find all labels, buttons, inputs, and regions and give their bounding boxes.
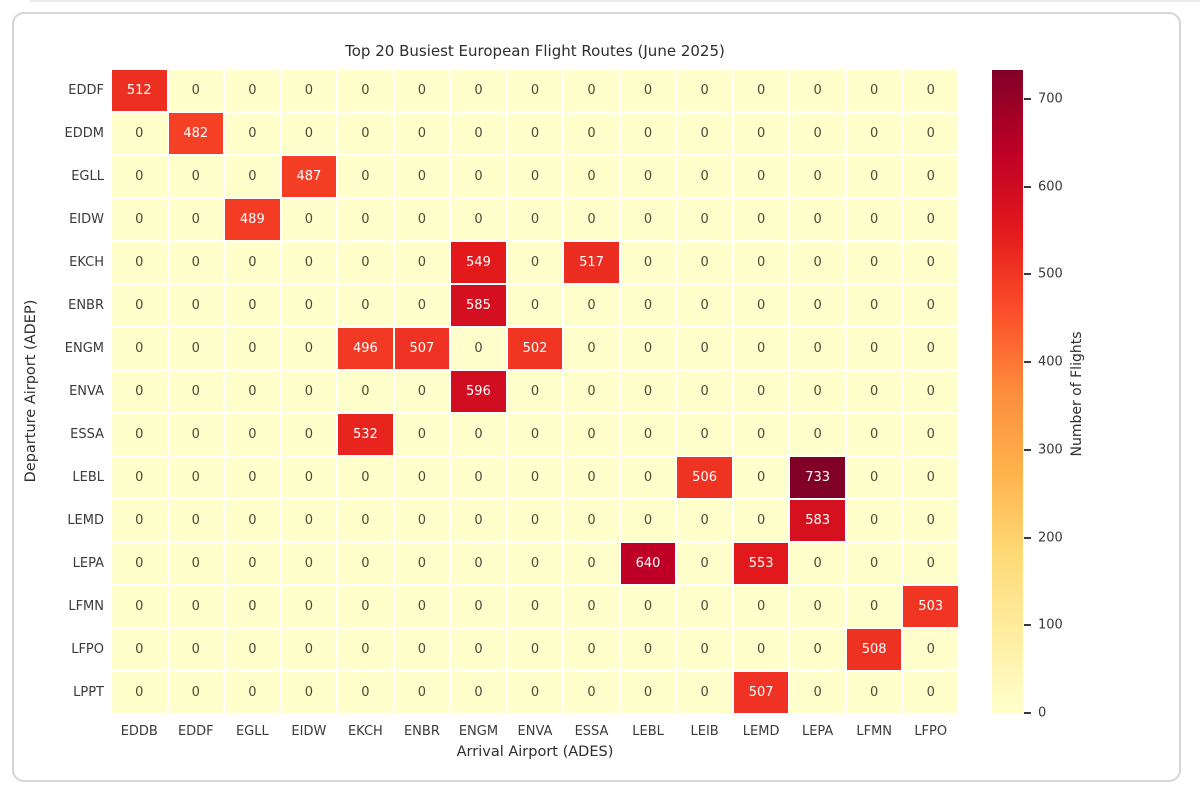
heatmap-cell: 0 bbox=[564, 543, 619, 584]
colorbar-tick-label: 0 bbox=[1038, 705, 1047, 721]
heatmap-cell: 0 bbox=[451, 672, 506, 713]
heatmap-cell: 0 bbox=[508, 70, 563, 111]
heatmap-cell: 0 bbox=[903, 285, 958, 326]
heatmap-cell: 0 bbox=[903, 371, 958, 412]
x-tick-label: EGLL bbox=[235, 724, 269, 739]
heatmap-cell: 0 bbox=[903, 199, 958, 240]
colorbar-tick bbox=[1024, 537, 1031, 539]
heatmap-cell: 640 bbox=[621, 543, 676, 584]
heatmap-cell: 0 bbox=[169, 500, 224, 541]
heatmap-cell: 0 bbox=[734, 156, 789, 197]
heatmap-cell: 0 bbox=[790, 113, 845, 154]
heatmap-cell: 0 bbox=[451, 70, 506, 111]
colorbar-tick-label: 600 bbox=[1038, 179, 1063, 195]
heatmap-cell: 583 bbox=[790, 500, 845, 541]
heatmap-cell: 0 bbox=[225, 70, 280, 111]
heatmap-cell: 0 bbox=[790, 242, 845, 283]
heatmap-cell: 0 bbox=[282, 672, 337, 713]
heatmap-cell: 0 bbox=[282, 70, 337, 111]
heatmap-cell: 0 bbox=[169, 285, 224, 326]
heatmap-cell: 0 bbox=[847, 586, 902, 627]
heatmap-cell: 0 bbox=[508, 113, 563, 154]
heatmap-cell: 0 bbox=[395, 500, 450, 541]
heatmap-cell: 0 bbox=[225, 672, 280, 713]
heatmap-cell: 0 bbox=[225, 586, 280, 627]
x-tick-label: ENGM bbox=[458, 724, 499, 739]
heatmap-cell: 0 bbox=[621, 629, 676, 670]
x-tick-label: ENVA bbox=[517, 724, 553, 739]
heatmap-cell: 0 bbox=[508, 500, 563, 541]
colorbar bbox=[992, 70, 1023, 713]
heatmap-cell: 487 bbox=[282, 156, 337, 197]
heatmap-cell: 0 bbox=[169, 672, 224, 713]
heatmap-cell: 0 bbox=[734, 586, 789, 627]
y-tick-label: ENBR bbox=[68, 298, 104, 313]
x-tick-label: LEPA bbox=[801, 724, 834, 739]
y-tick-label: LEBL bbox=[72, 470, 104, 485]
heatmap-cell: 0 bbox=[112, 629, 167, 670]
heatmap-cell: 502 bbox=[508, 328, 563, 369]
colorbar-tick bbox=[1024, 361, 1031, 363]
heatmap-cell: 0 bbox=[169, 586, 224, 627]
heatmap-cell: 0 bbox=[677, 156, 732, 197]
heatmap-cell: 0 bbox=[112, 113, 167, 154]
y-tick-label: EKCH bbox=[69, 255, 104, 270]
x-tick-label: LFPO bbox=[914, 724, 948, 739]
heatmap-cell: 0 bbox=[282, 629, 337, 670]
heatmap-cell: 0 bbox=[790, 70, 845, 111]
heatmap-cell: 0 bbox=[112, 199, 167, 240]
heatmap-cell: 0 bbox=[734, 199, 789, 240]
heatmap-cell: 0 bbox=[847, 328, 902, 369]
heatmap-cell: 0 bbox=[225, 156, 280, 197]
heatmap-cell: 0 bbox=[395, 242, 450, 283]
heatmap-cell: 0 bbox=[903, 328, 958, 369]
heatmap-cell: 0 bbox=[677, 199, 732, 240]
heatmap-cell: 0 bbox=[621, 500, 676, 541]
colorbar-tick-label: 100 bbox=[1038, 617, 1063, 633]
heatmap-cell: 0 bbox=[734, 113, 789, 154]
heatmap-cell: 0 bbox=[338, 199, 393, 240]
heatmap-cell: 0 bbox=[677, 70, 732, 111]
heatmap-cell: 0 bbox=[169, 371, 224, 412]
x-tick-label: EDDF bbox=[177, 724, 214, 739]
heatmap-cell: 0 bbox=[564, 500, 619, 541]
colorbar-tick-label: 200 bbox=[1038, 530, 1063, 546]
heatmap-cell: 0 bbox=[677, 500, 732, 541]
heatmap-cell: 0 bbox=[395, 285, 450, 326]
heatmap-cell: 0 bbox=[451, 543, 506, 584]
heatmap-cell: 0 bbox=[112, 414, 167, 455]
heatmap-cell: 482 bbox=[169, 113, 224, 154]
heatmap-cell: 0 bbox=[847, 672, 902, 713]
heatmap-cell: 0 bbox=[734, 242, 789, 283]
heatmap-cell: 0 bbox=[338, 156, 393, 197]
heatmap-cell: 0 bbox=[677, 285, 732, 326]
heatmap-cell: 0 bbox=[621, 113, 676, 154]
heatmap-cell: 0 bbox=[847, 500, 902, 541]
heatmap-cell: 0 bbox=[564, 285, 619, 326]
heatmap-cell: 0 bbox=[338, 457, 393, 498]
heatmap-cell: 0 bbox=[903, 156, 958, 197]
heatmap-cell: 0 bbox=[395, 371, 450, 412]
heatmap-cell: 0 bbox=[903, 113, 958, 154]
heatmap-cell: 0 bbox=[395, 629, 450, 670]
heatmap-cell: 0 bbox=[564, 328, 619, 369]
heatmap-cell: 0 bbox=[508, 586, 563, 627]
heatmap-cell: 0 bbox=[508, 672, 563, 713]
heatmap-cell: 0 bbox=[621, 457, 676, 498]
heatmap-cell: 0 bbox=[112, 672, 167, 713]
heatmap-cell: 0 bbox=[451, 156, 506, 197]
heatmap-cell: 0 bbox=[677, 586, 732, 627]
colorbar-tick-label: 700 bbox=[1038, 91, 1063, 107]
heatmap-cell: 496 bbox=[338, 328, 393, 369]
chart-title: Top 20 Busiest European Flight Routes (June 2025) bbox=[345, 42, 725, 60]
heatmap-cell: 0 bbox=[621, 371, 676, 412]
heatmap-cell: 0 bbox=[621, 156, 676, 197]
heatmap-cell: 0 bbox=[508, 414, 563, 455]
heatmap-cell: 0 bbox=[225, 543, 280, 584]
heatmap-cell: 0 bbox=[338, 629, 393, 670]
y-tick-label: LEPA bbox=[72, 556, 104, 571]
x-tick-label: EKCH bbox=[347, 724, 383, 739]
colorbar-tick bbox=[1024, 712, 1031, 714]
heatmap-cell: 0 bbox=[169, 156, 224, 197]
heatmap-cell: 0 bbox=[395, 70, 450, 111]
heatmap-cell: 512 bbox=[112, 70, 167, 111]
heatmap-cell: 0 bbox=[903, 543, 958, 584]
heatmap-cell: 0 bbox=[903, 242, 958, 283]
heatmap-cell: 0 bbox=[169, 70, 224, 111]
heatmap-cell: 549 bbox=[451, 242, 506, 283]
heatmap-cell: 0 bbox=[790, 414, 845, 455]
heatmap-cell: 0 bbox=[338, 285, 393, 326]
heatmap-cell: 0 bbox=[790, 629, 845, 670]
heatmap-cell: 0 bbox=[621, 70, 676, 111]
heatmap-cell: 503 bbox=[903, 586, 958, 627]
colorbar-tick bbox=[1024, 273, 1031, 275]
y-tick-label: EIDW bbox=[69, 212, 104, 227]
heatmap-cell: 0 bbox=[677, 371, 732, 412]
heatmap-cell: 0 bbox=[169, 543, 224, 584]
heatmap-cell: 0 bbox=[847, 242, 902, 283]
heatmap-cell: 0 bbox=[169, 328, 224, 369]
heatmap-cell: 0 bbox=[225, 113, 280, 154]
x-tick-label: EIDW bbox=[291, 724, 327, 739]
heatmap-cell: 0 bbox=[677, 672, 732, 713]
heatmap-cell: 0 bbox=[790, 285, 845, 326]
heatmap-cell: 0 bbox=[564, 113, 619, 154]
heatmap-cell: 0 bbox=[734, 629, 789, 670]
heatmap-cell: 0 bbox=[451, 500, 506, 541]
heatmap-cell: 0 bbox=[282, 285, 337, 326]
heatmap-cell: 0 bbox=[169, 629, 224, 670]
heatmap-cell: 0 bbox=[112, 328, 167, 369]
heatmap-cell: 0 bbox=[847, 199, 902, 240]
heatmap-cell: 0 bbox=[338, 586, 393, 627]
heatmap-cell: 0 bbox=[508, 156, 563, 197]
heatmap-cell: 0 bbox=[451, 414, 506, 455]
x-tick-label: LFMN bbox=[856, 724, 893, 739]
heatmap-cell: 0 bbox=[338, 113, 393, 154]
x-tick-label: LEIB bbox=[690, 724, 719, 739]
heatmap-cell: 0 bbox=[112, 586, 167, 627]
heatmap-cell: 0 bbox=[395, 543, 450, 584]
heatmap-cell: 0 bbox=[790, 328, 845, 369]
y-tick-label: ENGM bbox=[64, 341, 104, 356]
y-tick-label: EDDF bbox=[68, 83, 104, 98]
heatmap-cell: 0 bbox=[169, 414, 224, 455]
y-tick-label: LPPT bbox=[73, 685, 104, 700]
x-tick-label: LEMD bbox=[742, 724, 780, 739]
heatmap-cell: 0 bbox=[847, 414, 902, 455]
heatmap-cell: 0 bbox=[225, 414, 280, 455]
heatmap-cell: 0 bbox=[734, 371, 789, 412]
heatmap-cell: 0 bbox=[395, 156, 450, 197]
heatmap-cell: 0 bbox=[677, 242, 732, 283]
heatmap-cell: 0 bbox=[847, 113, 902, 154]
heatmap-cell: 0 bbox=[112, 371, 167, 412]
heatmap-cell: 0 bbox=[564, 629, 619, 670]
colorbar-label: Number of Flights bbox=[1069, 331, 1085, 457]
heatmap-cell: 0 bbox=[395, 414, 450, 455]
heatmap-cell: 0 bbox=[395, 113, 450, 154]
heatmap-cell: 0 bbox=[790, 586, 845, 627]
heatmap-cell: 0 bbox=[282, 543, 337, 584]
heatmap-cell: 553 bbox=[734, 543, 789, 584]
heatmap-cell: 507 bbox=[395, 328, 450, 369]
heatmap-cell: 0 bbox=[282, 414, 337, 455]
heatmap-cell: 0 bbox=[112, 500, 167, 541]
heatmap-cell: 0 bbox=[564, 199, 619, 240]
heatmap-cell: 0 bbox=[734, 414, 789, 455]
heatmap-cell: 0 bbox=[225, 242, 280, 283]
heatmap-cell: 0 bbox=[677, 414, 732, 455]
heatmap-cell: 0 bbox=[395, 586, 450, 627]
heatmap-cell: 0 bbox=[395, 672, 450, 713]
heatmap-cell: 0 bbox=[564, 414, 619, 455]
heatmap-cell: 0 bbox=[338, 70, 393, 111]
heatmap-cell: 0 bbox=[112, 543, 167, 584]
x-tick-label: LEBL bbox=[632, 724, 664, 739]
heatmap-cell: 0 bbox=[282, 586, 337, 627]
heatmap-cell: 0 bbox=[903, 500, 958, 541]
heatmap-cell: 0 bbox=[847, 457, 902, 498]
heatmap-cell: 0 bbox=[112, 285, 167, 326]
heatmap-cell: 0 bbox=[338, 242, 393, 283]
heatmap-cell: 0 bbox=[112, 457, 167, 498]
heatmap-cell: 0 bbox=[395, 199, 450, 240]
heatmap-cell: 0 bbox=[621, 328, 676, 369]
heatmap-cell: 0 bbox=[847, 156, 902, 197]
heatmap-cell: 0 bbox=[338, 500, 393, 541]
heatmap-cell: 532 bbox=[338, 414, 393, 455]
colorbar-tick-label: 500 bbox=[1038, 266, 1063, 282]
heatmap-cell: 0 bbox=[903, 629, 958, 670]
heatmap-cell: 0 bbox=[225, 328, 280, 369]
heatmap-cell: 0 bbox=[677, 629, 732, 670]
heatmap-cell: 0 bbox=[903, 672, 958, 713]
heatmap-cell: 733 bbox=[790, 457, 845, 498]
heatmap-cell: 596 bbox=[451, 371, 506, 412]
y-tick-label: LFMN bbox=[68, 599, 104, 614]
heatmap-cell: 0 bbox=[282, 500, 337, 541]
colorbar-tick bbox=[1024, 624, 1031, 626]
heatmap-cell: 0 bbox=[338, 371, 393, 412]
heatmap-cell: 0 bbox=[903, 70, 958, 111]
heatmap-cell: 0 bbox=[508, 242, 563, 283]
heatmap-cell: 0 bbox=[621, 586, 676, 627]
heatmap-cell: 0 bbox=[451, 629, 506, 670]
heatmap-cell: 507 bbox=[734, 672, 789, 713]
heatmap-cell: 0 bbox=[225, 285, 280, 326]
y-tick-label: EDDM bbox=[64, 126, 104, 141]
heatmap-cell: 0 bbox=[734, 457, 789, 498]
heatmap-cell: 0 bbox=[395, 457, 450, 498]
page-top-edge bbox=[30, 0, 1200, 2]
x-axis-title: Arrival Airport (ADES) bbox=[456, 744, 614, 760]
heatmap-cell: 0 bbox=[169, 242, 224, 283]
colorbar-tick-label: 300 bbox=[1038, 442, 1063, 458]
heatmap-cell: 0 bbox=[847, 70, 902, 111]
heatmap-cell: 0 bbox=[847, 285, 902, 326]
heatmap-cell: 0 bbox=[508, 629, 563, 670]
heatmap-cell: 0 bbox=[564, 586, 619, 627]
y-tick-label: LFPO bbox=[71, 642, 104, 657]
heatmap-cell: 0 bbox=[903, 414, 958, 455]
heatmap-cell: 0 bbox=[282, 457, 337, 498]
heatmap-cell: 0 bbox=[451, 199, 506, 240]
heatmap-cell: 0 bbox=[282, 328, 337, 369]
x-tick-label: EDDB bbox=[120, 724, 158, 739]
heatmap-cell: 0 bbox=[790, 199, 845, 240]
heatmap-cell: 0 bbox=[225, 371, 280, 412]
heatmap-cell: 0 bbox=[225, 457, 280, 498]
heatmap-cell: 0 bbox=[621, 242, 676, 283]
heatmap-cell: 0 bbox=[508, 543, 563, 584]
colorbar-tick bbox=[1024, 449, 1031, 451]
heatmap-cell: 0 bbox=[225, 629, 280, 670]
heatmap-cell: 0 bbox=[282, 242, 337, 283]
heatmap-cell: 0 bbox=[564, 371, 619, 412]
y-tick-label: EGLL bbox=[71, 169, 104, 184]
heatmap-cell: 0 bbox=[790, 371, 845, 412]
y-axis-title: Departure Airport (ADEP) bbox=[23, 299, 39, 483]
heatmap-cell: 517 bbox=[564, 242, 619, 283]
y-tick-label: LEMD bbox=[67, 513, 104, 528]
heatmap-cell: 0 bbox=[282, 113, 337, 154]
heatmap-cell: 0 bbox=[338, 672, 393, 713]
x-tick-label: ENBR bbox=[403, 724, 440, 739]
heatmap-cell: 0 bbox=[508, 199, 563, 240]
heatmap-cell: 0 bbox=[282, 199, 337, 240]
heatmap-cell: 0 bbox=[564, 70, 619, 111]
heatmap-cell: 0 bbox=[790, 156, 845, 197]
y-tick-label: ENVA bbox=[69, 384, 104, 399]
heatmap-cell: 0 bbox=[112, 242, 167, 283]
heatmap-cell: 0 bbox=[564, 457, 619, 498]
heatmap-cell: 0 bbox=[734, 328, 789, 369]
heatmap-cell: 0 bbox=[847, 371, 902, 412]
heatmap-cell: 0 bbox=[451, 328, 506, 369]
heatmap-cell: 0 bbox=[338, 543, 393, 584]
heatmap-cell: 0 bbox=[677, 328, 732, 369]
heatmap-cell: 0 bbox=[451, 457, 506, 498]
heatmap-cell: 508 bbox=[847, 629, 902, 670]
heatmap-cell: 0 bbox=[169, 199, 224, 240]
heatmap-cell: 0 bbox=[677, 543, 732, 584]
heatmap-cell: 0 bbox=[508, 285, 563, 326]
heatmap-cell: 489 bbox=[225, 199, 280, 240]
y-tick-label: ESSA bbox=[70, 427, 104, 442]
heatmap-cell: 0 bbox=[621, 285, 676, 326]
heatmap-cell: 0 bbox=[790, 672, 845, 713]
colorbar-tick-label: 400 bbox=[1038, 354, 1063, 370]
heatmap-cell: 0 bbox=[451, 586, 506, 627]
heatmap-cell: 0 bbox=[621, 414, 676, 455]
heatmap-cell: 0 bbox=[451, 113, 506, 154]
heatmap-cell: 0 bbox=[790, 543, 845, 584]
heatmap-cell: 0 bbox=[621, 672, 676, 713]
heatmap-cell: 0 bbox=[225, 500, 280, 541]
heatmap-cell: 0 bbox=[847, 543, 902, 584]
heatmap-cell: 0 bbox=[564, 156, 619, 197]
heatmap-cell: 0 bbox=[508, 457, 563, 498]
heatmap-cell: 0 bbox=[112, 156, 167, 197]
heatmap-cell: 0 bbox=[677, 113, 732, 154]
heatmap-cell: 0 bbox=[903, 457, 958, 498]
x-tick-label: ESSA bbox=[574, 724, 609, 739]
heatmap-cell: 506 bbox=[677, 457, 732, 498]
heatmap-cell: 0 bbox=[734, 500, 789, 541]
colorbar-tick bbox=[1024, 98, 1031, 100]
heatmap-cell: 0 bbox=[621, 199, 676, 240]
heatmap-cell: 0 bbox=[169, 457, 224, 498]
heatmap-cell: 585 bbox=[451, 285, 506, 326]
heatmap-cell: 0 bbox=[282, 371, 337, 412]
heatmap-cell: 0 bbox=[564, 672, 619, 713]
colorbar-tick bbox=[1024, 186, 1031, 188]
heatmap-grid bbox=[112, 70, 958, 713]
heatmap-cell: 0 bbox=[508, 371, 563, 412]
heatmap-cell: 0 bbox=[734, 285, 789, 326]
heatmap-cell: 0 bbox=[734, 70, 789, 111]
